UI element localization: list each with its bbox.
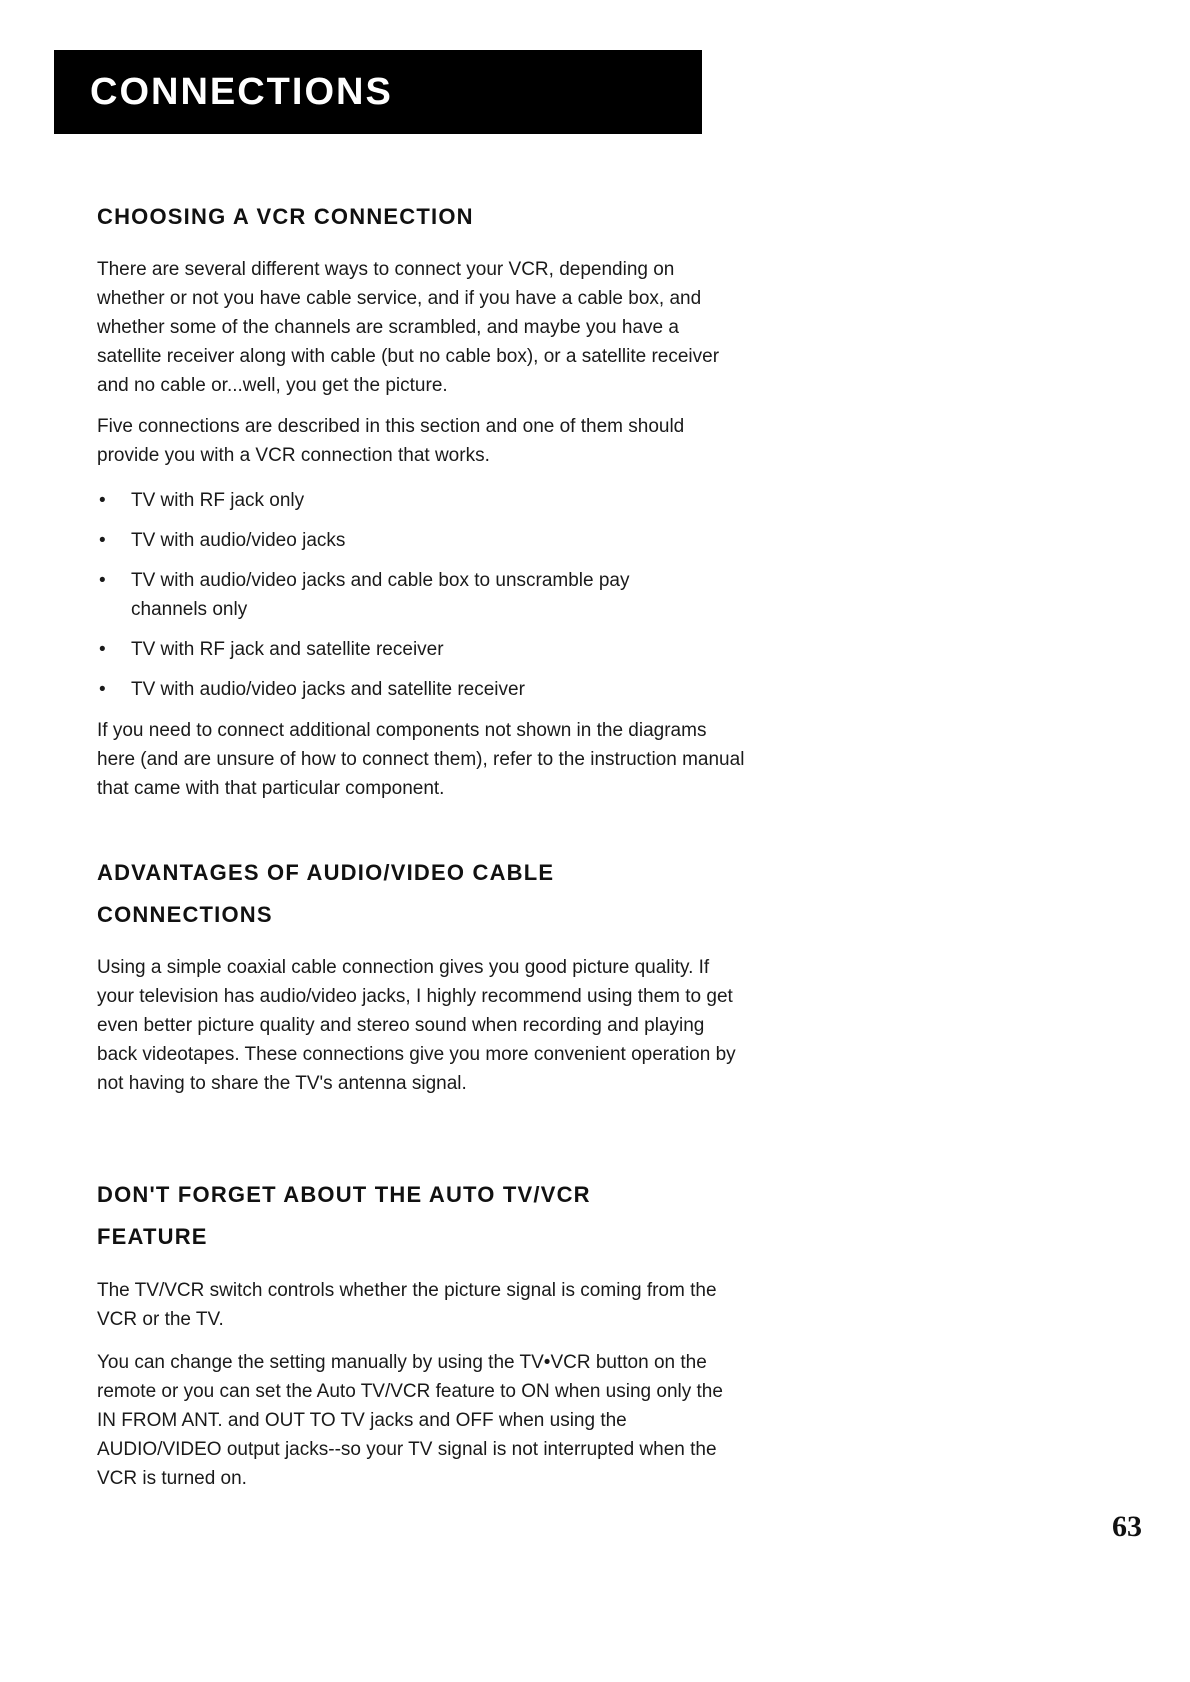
bullet-icon: • [99, 570, 106, 591]
section-heading-auto-tvvcr-line2: FEATURE [97, 1224, 208, 1249]
list-item-text: TV with audio/video jacks and cable box to unscramble pay channels only [131, 570, 630, 620]
list-item-text: TV with audio/video jacks and satellite receiver [131, 679, 525, 700]
section-heading-auto-tvvcr-line1: DON'T FORGET ABOUT THE AUTO TV/VCR [97, 1182, 591, 1207]
section1-paragraph-3: If you need to connect additional components not shown in the diagrams here (and are unsure of how to connect them), refer to the instruction manual that came with that particular component. [97, 720, 745, 799]
list-item [97, 635, 747, 664]
list-item [97, 486, 747, 515]
section3-paragraph-2: You can change the setting manually by using the TV•VCR button on the remote or you can set the Auto TV/VCR feature to ON when using only the IN FROM ANT. and OUT TO TV jacks and OFF when using the AUDIO/VIDEO output jacks--so your TV signal is not interrupted when the VCR is turned on. [97, 1352, 723, 1489]
chapter-title: CONNECTIONS [90, 71, 393, 113]
connection-type-list [97, 486, 747, 715]
list-item [97, 526, 747, 555]
bullet-icon: • [99, 530, 106, 551]
page-number: 63 [1112, 1510, 1142, 1543]
bullet-icon: • [99, 490, 106, 511]
section1-paragraph-1: There are several different ways to connect your VCR, depending on whether or not you have cable service, and if you have a cable box, and whether some of the channels are scrambled, and maybe you have a satellite receiver along with cable (but no cable box), or a satellite receiver and no cable or...well, you get the picture. [97, 259, 720, 396]
section-heading-advantages-line1: ADVANTAGES OF AUDIO/VIDEO CABLE [97, 860, 555, 885]
section2-paragraph-1: Using a simple coaxial cable connection gives you good picture quality. If your television has audio/video jacks, I highly recommend using them to get even better picture quality and stereo sound when recording and playing back videotapes. These connections give you more convenient operation by not having to share the TV's antenna signal. [97, 957, 736, 1094]
section3-paragraph-1: The TV/VCR switch controls whether the picture signal is coming from the VCR or the TV. [97, 1280, 717, 1330]
list-item-text: TV with RF jack and satellite receiver [131, 639, 444, 660]
section1-paragraph-2: Five connections are described in this section and one of them should provide you with a VCR connection that works. [97, 416, 685, 466]
bullet-icon: • [99, 639, 106, 660]
list-item [97, 675, 747, 704]
list-item [97, 566, 691, 624]
bullet-icon: • [99, 679, 106, 700]
section-heading-advantages-line2: CONNECTIONS [97, 902, 273, 927]
list-item-text: TV with RF jack only [131, 490, 305, 511]
list-item-text: TV with audio/video jacks [131, 530, 346, 551]
section-heading-choosing: CHOOSING A VCR CONNECTION [97, 204, 474, 229]
